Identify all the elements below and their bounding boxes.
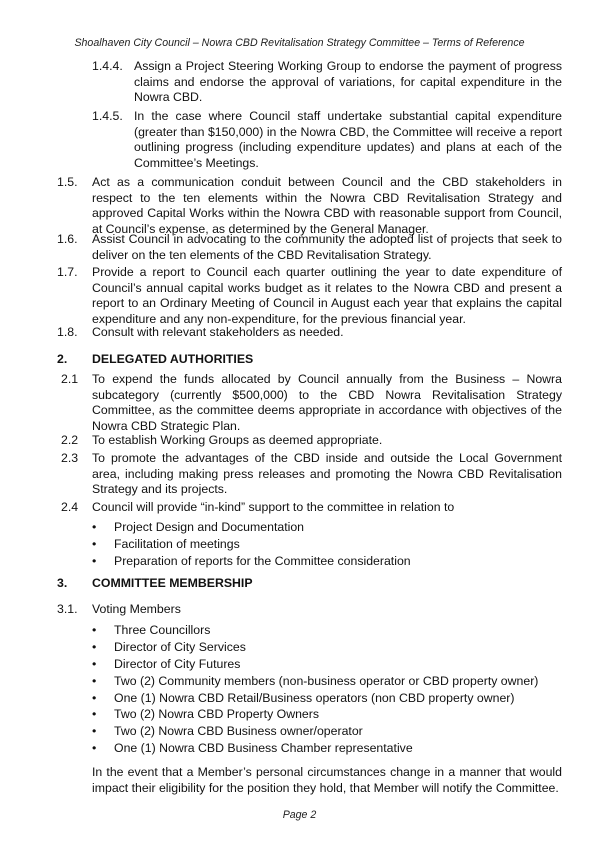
item-text: Assign a Project Steering Working Group to endorse the payment of progress claims and endorse the approval of variations, for capital expenditure in the Nowra CBD.: [134, 59, 562, 105]
list-item: • One (1) Nowra CBD Business Chamber representative: [92, 741, 538, 758]
section-heading: COMMITTEE MEMBERSHIP: [92, 576, 253, 590]
item-number: 2.3: [61, 451, 79, 465]
item-number: 1.5.: [57, 175, 78, 189]
list-item: • Two (2) Nowra CBD Property Owners: [92, 707, 538, 724]
list-item: • Director of City Services: [92, 640, 538, 657]
item-number: 1.7.: [57, 265, 78, 279]
item-number: 2.1: [61, 372, 79, 386]
item-text: To promote the advantages of the CBD inside and outside the Local Government area, including making press releases and promoting the Nowra CBD Revitalisation Strategy and its projects.: [92, 451, 562, 497]
item-number: 1.4.5.: [92, 109, 123, 123]
item-text: Assist Council in advocating to the community the adopted list of projects that seek to deliver on the ten elements of the CBD Revitalisation Strategy.: [92, 232, 562, 262]
bullet-list: [92, 623, 538, 758]
item-number: 2.2: [61, 433, 79, 447]
list-item: • Director of City Futures: [92, 657, 538, 674]
bullet-list: [92, 520, 411, 571]
list-item: • Preparation of reports for the Committee consideration: [92, 554, 411, 571]
item-number: 1.8.: [57, 325, 78, 339]
section-heading: DELEGATED AUTHORITIES: [92, 352, 254, 366]
list-item: • Two (2) Community members (non-business operator or CBD property owner): [92, 674, 538, 691]
item-text: To establish Working Groups as deemed appropriate.: [92, 433, 383, 447]
item-text: To expend the funds allocated by Council annually from the Business – Nowra subcategory (currently $500,000) to the CBD Nowra Revitalisation Strategy Committee, as the committee deems appropriate in accordance with objectives of the Nowra CBD Strategic Plan.: [92, 372, 562, 433]
item-text: Act as a communication conduit between Council and the CBD stakeholders in respect to the ten elements within the Nowra CBD Revitalisation Strategy and approved Capital Works within the Nowra CBD with reasonable support from Council, at Council’s expense, as determined by the General Manager.: [92, 175, 562, 236]
page-number: Page 2: [282, 809, 317, 821]
list-item: • Facilitation of meetings: [92, 537, 411, 554]
list-item: • Three Councillors: [92, 623, 538, 640]
item-number: 3.1.: [57, 602, 78, 616]
list-item: • Two (2) Nowra CBD Business owner/operator: [92, 724, 538, 741]
item-text: Consult with relevant stakeholders as needed.: [92, 325, 344, 339]
item-number: 1.4.4.: [92, 59, 123, 73]
section-number: 3.: [57, 576, 68, 590]
item-text: In the case where Council staff undertake substantial capital expenditure (greater than $150,000) in the Nowra CBD, the Committee will receive a report outlining progress (including expenditure updates) and plans at each of the Committee’s Meetings.: [134, 109, 562, 170]
item-number: 1.6.: [57, 232, 78, 246]
list-item: • One (1) Nowra CBD Retail/Business operators (non CBD property owner): [92, 691, 538, 708]
item-text: Provide a report to Council each quarter outlining the year to date expenditure of Council’s annual capital works budget as it relates to the Nowra CBD and present a report to an Ordinary Meeting of Council in August each year that explains the capital expenditure and any non-expenditure, for the previous financial year.: [92, 265, 562, 326]
item-number: 2.4: [61, 500, 79, 514]
section-number: 2.: [57, 352, 68, 366]
list-item: • Project Design and Documentation: [92, 520, 411, 537]
page-header: Shoalhaven City Council – Nowra CBD Revitalisation Strategy Committee – Terms of Reference: [74, 37, 525, 49]
item-text: Council will provide “in-kind” support to the committee in relation to: [92, 500, 455, 514]
closing-paragraph: In the event that a Member’s personal circumstances change in a manner that would impact their eligibility for the position they hold, that Member will notify the Committee.: [92, 765, 562, 795]
item-text: Voting Members: [92, 602, 181, 616]
